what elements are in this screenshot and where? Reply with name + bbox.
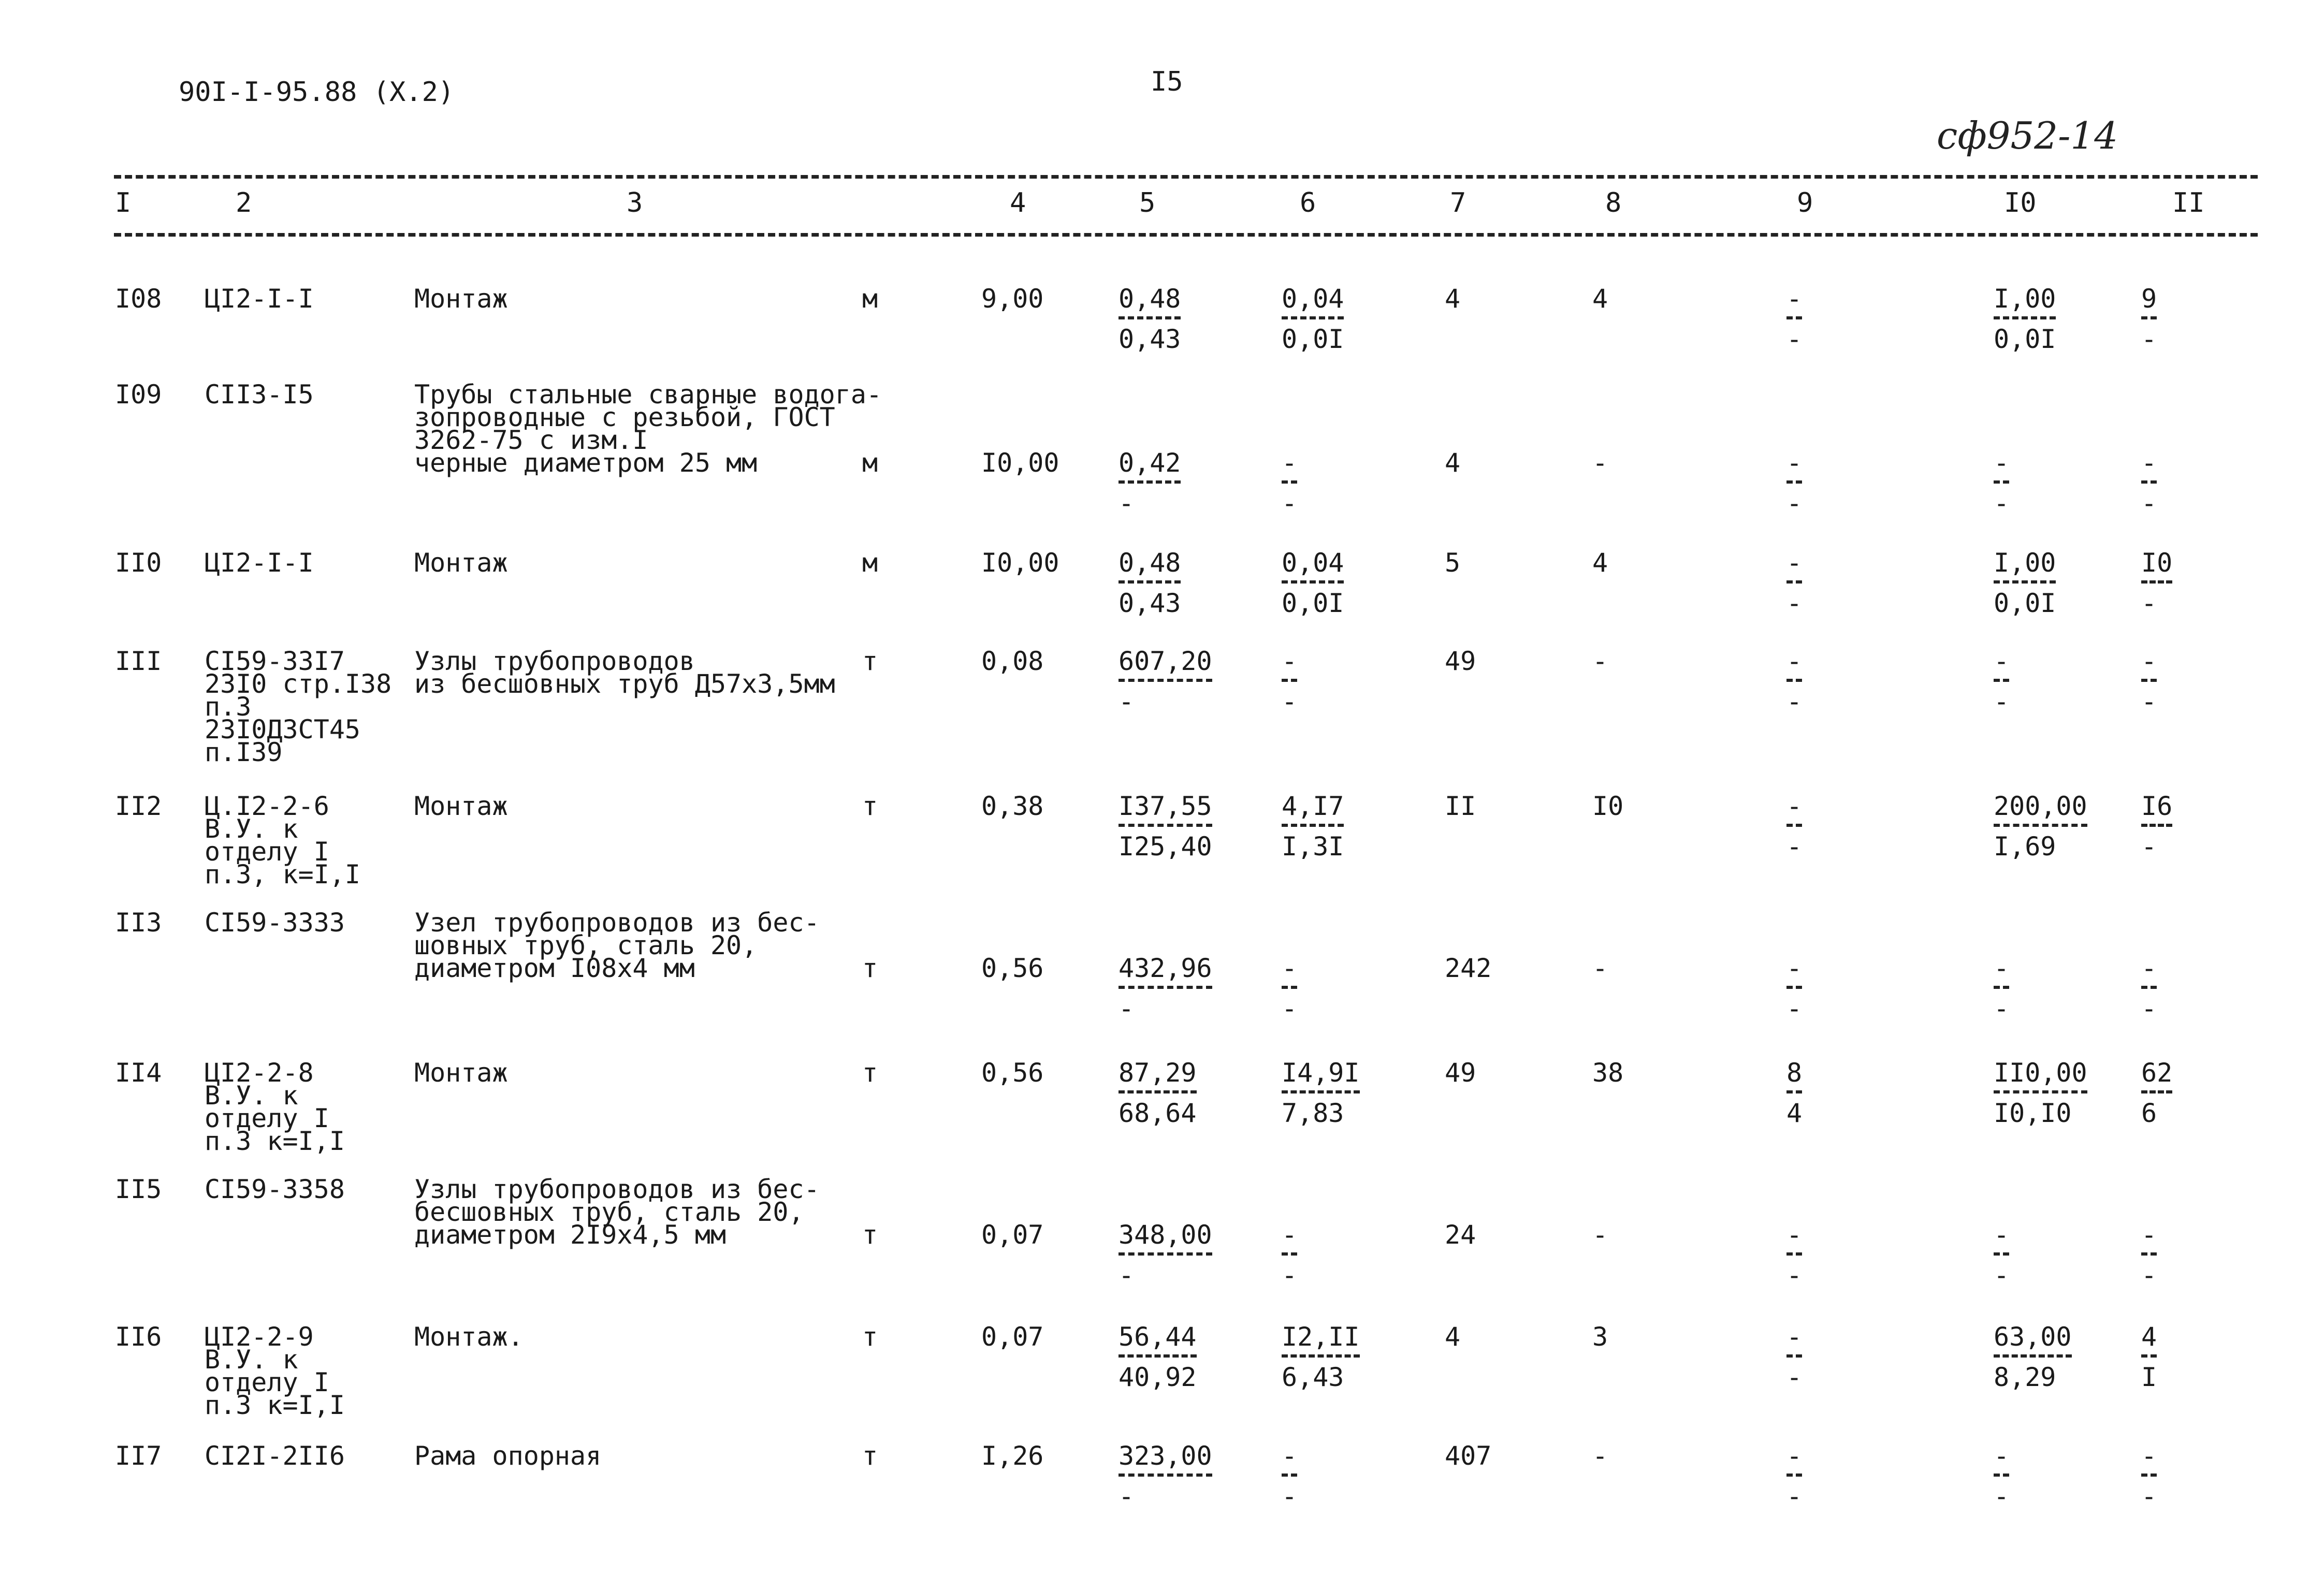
col-8-value: 38: [1592, 1058, 1624, 1088]
column-number: I: [115, 187, 132, 218]
unit: м: [862, 284, 878, 314]
unit: т: [862, 1220, 878, 1250]
column-number: 8: [1605, 187, 1622, 218]
col-9-value-fraction-bar: [1786, 824, 1802, 827]
col-11-value-numerator: I0: [2141, 548, 2173, 578]
quantity: 0,08: [981, 646, 1044, 676]
col-9-value-fraction-bar: [1786, 1090, 1802, 1093]
col-11-value-fraction-bar: [2141, 1090, 2172, 1093]
col-10-value-fraction-bar: [1994, 1252, 2009, 1256]
cost-col-5-denominator: 0,43: [1119, 588, 1181, 618]
col-10-value: [1994, 647, 2009, 716]
cost-col-5-numerator: I37,55: [1119, 791, 1212, 821]
col-11-value-fraction-bar: [2141, 1474, 2157, 1477]
col-9-value-numerator: -: [1786, 548, 1803, 578]
cost-col-5-numerator: 323,00: [1119, 1441, 1212, 1471]
cost-col-5-denominator: -: [1119, 488, 1135, 518]
unit: м: [862, 548, 878, 578]
col-9-value-numerator: -: [1786, 1220, 1803, 1250]
col-7-value: 24: [1445, 1220, 1476, 1250]
cost-col-5-denominator: 68,64: [1119, 1098, 1197, 1128]
col-11-value: [2141, 1220, 2157, 1290]
cost-col-5: [1119, 284, 1181, 354]
col-11-value-fraction-bar: [2141, 1252, 2157, 1256]
col-7-value: 49: [1445, 1058, 1476, 1088]
unit: т: [862, 791, 878, 821]
col-8-value: -: [1592, 953, 1608, 983]
col-8-value: 4: [1592, 548, 1608, 578]
cost-col-5-fraction-bar: [1119, 480, 1181, 484]
cost-col-6-numerator: 0,04: [1282, 284, 1344, 314]
col-11-value-numerator: 9: [2141, 284, 2157, 314]
col-10-value-denominator: I0,I0: [1994, 1098, 2072, 1128]
col-10-value-fraction-bar: [1994, 1090, 2087, 1093]
column-number: 9: [1797, 187, 1813, 218]
col-10-value: [1994, 1220, 2009, 1290]
col-10-value: [1994, 1322, 2072, 1392]
column-number: 7: [1450, 187, 1466, 218]
cost-col-6: [1282, 1220, 1297, 1290]
cost-col-6-fraction-bar: [1282, 580, 1344, 584]
cost-col-6: [1282, 1058, 1360, 1128]
cost-col-5: [1119, 1058, 1197, 1128]
cost-col-6-denominator: -: [1282, 488, 1298, 518]
row-number: II6: [115, 1322, 162, 1352]
col-10-value-fraction-bar: [1994, 1354, 2072, 1358]
col-10-value-numerator: -: [1994, 1441, 2010, 1471]
header-rule-bottom: [114, 233, 2258, 237]
cost-col-6-fraction-bar: [1282, 316, 1344, 319]
cost-col-6-numerator: -: [1282, 953, 1298, 983]
unit: м: [862, 448, 878, 478]
cost-col-6: [1282, 1322, 1360, 1392]
cost-col-5-numerator: 607,20: [1119, 646, 1212, 676]
cost-col-5-denominator: 40,92: [1119, 1362, 1197, 1392]
cost-col-5-denominator: -: [1119, 994, 1135, 1024]
work-description: Монтаж: [414, 548, 508, 578]
col-11-value-numerator: -: [2141, 1441, 2157, 1471]
cost-col-6-numerator: -: [1282, 646, 1298, 676]
col-10-value-numerator: -: [1994, 953, 2010, 983]
col-9-value-numerator: -: [1786, 1441, 1803, 1471]
col-7-value: 4: [1445, 448, 1461, 478]
col-10-value: [1994, 284, 2056, 354]
col-10-value: [1994, 1058, 2087, 1128]
column-number: 4: [1010, 187, 1026, 218]
col-11-value: [2141, 1441, 2157, 1511]
col-10-value-numerator: I,00: [1994, 284, 2056, 314]
col-11-value: [2141, 548, 2172, 618]
work-description: Рама опорная: [414, 1441, 602, 1471]
cost-col-5: [1119, 1220, 1212, 1290]
cost-col-6-fraction-bar: [1282, 986, 1297, 989]
cost-col-6: [1282, 448, 1297, 518]
column-number: I0: [2004, 187, 2037, 218]
unit: т: [862, 1322, 878, 1352]
col-10-value-fraction-bar: [1994, 1474, 2009, 1477]
col-8-value: -: [1592, 1441, 1608, 1471]
unit: т: [862, 646, 878, 676]
col-9-value-fraction-bar: [1786, 480, 1802, 484]
col-7-value: 4: [1445, 284, 1461, 314]
col-11-value-denominator: -: [2141, 832, 2157, 862]
row-number: II5: [115, 1174, 162, 1204]
rate-code: СI2I-2II6: [205, 1441, 345, 1471]
col-10-value-numerator: I,00: [1994, 548, 2056, 578]
col-9-value: [1786, 792, 1802, 861]
work-description: Узлы трубопроводов из бесшовных труб Д57х3,5мм: [414, 646, 835, 699]
cost-col-5-fraction-bar: [1119, 986, 1212, 989]
col-10-value-fraction-bar: [1994, 316, 2056, 319]
quantity: 9,00: [981, 284, 1044, 314]
cost-col-6-fraction-bar: [1282, 1354, 1360, 1358]
col-11-value-fraction-bar: [2141, 316, 2157, 319]
col-10-value-numerator: 200,00: [1994, 791, 2087, 821]
col-8-value: -: [1592, 646, 1608, 676]
column-number: 6: [1300, 187, 1316, 218]
col-11-value-fraction-bar: [2141, 986, 2157, 989]
col-11-value-fraction-bar: [2141, 679, 2157, 682]
unit: т: [862, 1058, 878, 1088]
col-9-value-denominator: -: [1786, 488, 1803, 518]
col-10-value: [1994, 1441, 2009, 1511]
cost-col-6-denominator: 7,83: [1282, 1098, 1344, 1128]
col-10-value-fraction-bar: [1994, 986, 2009, 989]
col-8-value: 4: [1592, 284, 1608, 314]
row-number: II3: [115, 908, 162, 938]
col-10-value-numerator: 63,00: [1994, 1322, 2072, 1352]
col-10-value-numerator: -: [1994, 448, 2010, 478]
col-9-value: [1786, 647, 1802, 716]
cost-col-6-fraction-bar: [1282, 1090, 1360, 1093]
row-number: II4: [115, 1058, 162, 1088]
col-11-value-fraction-bar: [2141, 1354, 2157, 1358]
cost-col-5-fraction-bar: [1119, 1090, 1197, 1093]
cost-col-5: [1119, 647, 1212, 716]
col-11-value-numerator: -: [2141, 646, 2157, 676]
col-9-value-numerator: -: [1786, 953, 1803, 983]
work-description: Монтаж: [414, 284, 508, 314]
cost-col-5-fraction-bar: [1119, 316, 1181, 319]
cost-col-6-fraction-bar: [1282, 824, 1344, 827]
col-11-value-fraction-bar: [2141, 580, 2172, 584]
cost-col-6-numerator: I2,II: [1282, 1322, 1360, 1352]
col-11-value-denominator: -: [2141, 588, 2157, 618]
col-10-value-denominator: I,69: [1994, 832, 2056, 862]
col-10-value-denominator: 0,0I: [1994, 588, 2056, 618]
cost-col-6: [1282, 647, 1297, 716]
col-11-value-numerator: -: [2141, 953, 2157, 983]
row-number: II2: [115, 791, 162, 821]
col-10-value: [1994, 792, 2087, 861]
cost-col-5-fraction-bar: [1119, 1474, 1212, 1477]
col-10-value-numerator: -: [1994, 1220, 2010, 1250]
work-description: Монтаж: [414, 791, 508, 821]
cost-col-5-fraction-bar: [1119, 824, 1212, 827]
col-9-value-denominator: -: [1786, 832, 1803, 862]
quantity: 0,07: [981, 1322, 1044, 1352]
unit: т: [862, 953, 878, 983]
col-11-value: [2141, 954, 2157, 1023]
col-9-value-fraction-bar: [1786, 986, 1802, 989]
cost-col-6: [1282, 954, 1297, 1023]
col-9-value-numerator: 8: [1786, 1058, 1803, 1088]
col-11-value-denominator: -: [2141, 488, 2157, 518]
col-9-value: [1786, 1220, 1802, 1290]
row-number: III: [115, 646, 162, 676]
header-rule-top: [114, 175, 2258, 179]
cost-col-5-numerator: 0,42: [1119, 448, 1181, 478]
col-9-value: [1786, 1441, 1802, 1511]
cost-col-6-denominator: -: [1282, 1481, 1298, 1511]
row-number: I09: [115, 380, 162, 410]
cost-col-6-numerator: -: [1282, 448, 1298, 478]
col-10-value-numerator: II0,00: [1994, 1058, 2087, 1088]
col-10-value: [1994, 954, 2009, 1023]
cost-col-5-denominator: -: [1119, 1260, 1135, 1290]
cost-col-5-numerator: 432,96: [1119, 953, 1212, 983]
col-10-value-denominator: 8,29: [1994, 1362, 2056, 1392]
col-9-value-denominator: -: [1786, 1260, 1803, 1290]
rate-code: СI59-3358: [205, 1174, 345, 1204]
col-10-value-denominator: 0,0I: [1994, 324, 2056, 354]
col-11-value-numerator: -: [2141, 1220, 2157, 1250]
col-10-value-fraction-bar: [1994, 480, 2009, 484]
rate-code: ЦI2-I-I: [205, 548, 314, 578]
cost-col-5-numerator: 0,48: [1119, 548, 1181, 578]
quantity: 0,56: [981, 953, 1044, 983]
rate-code: ЦI2-2-8 В.У. к отделу I п.3 к=I,I: [205, 1058, 345, 1156]
col-11-value-denominator: -: [2141, 324, 2157, 354]
cost-col-5-fraction-bar: [1119, 1252, 1212, 1256]
col-11-value-denominator: -: [2141, 1260, 2157, 1290]
quantity: I0,00: [981, 548, 1059, 578]
page-number: I5: [1151, 66, 1183, 97]
col-9-value-fraction-bar: [1786, 316, 1802, 319]
quantity: 0,38: [981, 791, 1044, 821]
cost-col-6: [1282, 792, 1344, 861]
col-9-value-denominator: -: [1786, 994, 1803, 1024]
col-9-value-denominator: -: [1786, 588, 1803, 618]
cost-col-5-fraction-bar: [1119, 580, 1181, 584]
col-10-value-denominator: -: [1994, 1481, 2010, 1511]
quantity: I,26: [981, 1441, 1044, 1471]
row-number: II7: [115, 1441, 162, 1471]
column-number: 3: [627, 187, 643, 218]
cost-col-5: [1119, 548, 1181, 618]
cost-col-6-numerator: -: [1282, 1220, 1298, 1250]
cost-col-6-denominator: 6,43: [1282, 1362, 1344, 1392]
col-9-value-numerator: -: [1786, 284, 1803, 314]
col-9-value: [1786, 1058, 1802, 1128]
col-9-value-denominator: -: [1786, 324, 1803, 354]
col-10-value-numerator: -: [1994, 646, 2010, 676]
col-9-value-numerator: -: [1786, 646, 1803, 676]
col-9-value-denominator: -: [1786, 1481, 1803, 1511]
cost-col-6: [1282, 284, 1344, 354]
col-9-value-numerator: -: [1786, 1322, 1803, 1352]
col-9-value: [1786, 1322, 1802, 1392]
column-number: II: [2172, 187, 2205, 218]
cost-col-5-denominator: 0,43: [1119, 324, 1181, 354]
cost-col-5-fraction-bar: [1119, 1354, 1197, 1358]
col-10-value-fraction-bar: [1994, 580, 2056, 584]
cost-col-5: [1119, 448, 1181, 518]
handwritten-note: сф952-14: [1937, 114, 2118, 157]
quantity: 0,07: [981, 1220, 1044, 1250]
col-11-value: [2141, 284, 2157, 354]
cost-col-6-fraction-bar: [1282, 480, 1297, 484]
col-11-value-fraction-bar: [2141, 824, 2172, 827]
cost-col-6-denominator: -: [1282, 687, 1298, 717]
col-7-value: 4: [1445, 1322, 1461, 1352]
rate-code: СII3-I5: [205, 380, 314, 410]
rate-code: Ц.I2-2-6 В.У. к отделу I п.3, к=I,I: [205, 791, 361, 889]
rate-code: ЦI2-2-9 В.У. к отделу I п.3 к=I,I: [205, 1322, 345, 1420]
col-11-value-fraction-bar: [2141, 480, 2157, 484]
quantity: I0,00: [981, 448, 1059, 478]
col-9-value-fraction-bar: [1786, 580, 1802, 584]
col-10-value-denominator: -: [1994, 1260, 2010, 1290]
col-9-value-fraction-bar: [1786, 1252, 1802, 1256]
col-10-value-fraction-bar: [1994, 679, 2009, 682]
cost-col-5-denominator: I25,40: [1119, 832, 1212, 862]
col-9-value: [1786, 284, 1802, 354]
col-9-value-denominator: 4: [1786, 1098, 1803, 1128]
col-11-value: [2141, 448, 2157, 518]
col-7-value: 5: [1445, 548, 1461, 578]
col-8-value: -: [1592, 448, 1608, 478]
rate-code: СI59-33I7 23I0 стр.I38 п.3 23I0ДЗСТ45 п.I39: [205, 646, 392, 767]
col-10-value-denominator: -: [1994, 488, 2010, 518]
col-7-value: 242: [1445, 953, 1492, 983]
col-7-value: 49: [1445, 646, 1476, 676]
col-9-value-fraction-bar: [1786, 679, 1802, 682]
col-11-value-numerator: 62: [2141, 1058, 2173, 1088]
col-10-value: [1994, 448, 2009, 518]
cost-col-6: [1282, 1441, 1297, 1511]
col-10-value-fraction-bar: [1994, 824, 2087, 827]
col-10-value-denominator: -: [1994, 994, 2010, 1024]
col-11-value-denominator: -: [2141, 687, 2157, 717]
cost-col-6: [1282, 548, 1344, 618]
col-10-value-denominator: -: [1994, 687, 2010, 717]
column-number: 5: [1139, 187, 1156, 218]
cost-col-6-denominator: 0,0I: [1282, 324, 1344, 354]
cost-col-6-fraction-bar: [1282, 1474, 1297, 1477]
work-description: Узел трубопроводов из бес- шовных труб, сталь 20, диаметром I08х4 мм: [414, 908, 820, 983]
cost-col-5-fraction-bar: [1119, 679, 1212, 682]
col-11-value: [2141, 1322, 2157, 1392]
col-11-value-numerator: -: [2141, 448, 2157, 478]
col-11-value: [2141, 792, 2172, 861]
cost-col-5-numerator: 87,29: [1119, 1058, 1197, 1088]
cost-col-5-denominator: -: [1119, 687, 1135, 717]
col-7-value: 407: [1445, 1441, 1492, 1471]
col-11-value: [2141, 1058, 2172, 1128]
cost-col-5: [1119, 1322, 1197, 1392]
col-7-value: II: [1445, 791, 1476, 821]
row-number: I08: [115, 284, 162, 314]
work-description: Монтаж: [414, 1058, 508, 1088]
cost-col-5: [1119, 954, 1212, 1023]
col-8-value: I0: [1592, 791, 1624, 821]
col-11-value-numerator: 4: [2141, 1322, 2157, 1352]
col-11-value-numerator: I6: [2141, 791, 2173, 821]
cost-col-5-denominator: -: [1119, 1481, 1135, 1511]
col-8-value: -: [1592, 1220, 1608, 1250]
work-description: Трубы стальные сварные водога- зопроводные с резьбой, ГОСТ 3262-75 с изм.I черные диаметром 25 мм: [414, 380, 882, 478]
col-9-value-numerator: -: [1786, 448, 1803, 478]
col-9-value: [1786, 448, 1802, 518]
cost-col-6-denominator: -: [1282, 994, 1298, 1024]
cost-col-5: [1119, 1441, 1212, 1511]
unit: т: [862, 1441, 878, 1471]
row-number: II0: [115, 548, 162, 578]
cost-col-6-denominator: -: [1282, 1260, 1298, 1290]
cost-col-6-fraction-bar: [1282, 1252, 1297, 1256]
cost-col-5-numerator: 56,44: [1119, 1322, 1197, 1352]
col-11-value-denominator: -: [2141, 994, 2157, 1024]
cost-col-5-numerator: 0,48: [1119, 284, 1181, 314]
cost-col-6-numerator: -: [1282, 1441, 1298, 1471]
col-10-value: [1994, 548, 2056, 618]
col-11-value: [2141, 647, 2157, 716]
cost-col-6-numerator: I4,9I: [1282, 1058, 1360, 1088]
col-8-value: 3: [1592, 1322, 1608, 1352]
col-9-value: [1786, 954, 1802, 1023]
col-9-value-fraction-bar: [1786, 1354, 1802, 1358]
cost-col-5: [1119, 792, 1212, 861]
rate-code: ЦI2-I-I: [205, 284, 314, 314]
column-number: 2: [236, 187, 252, 218]
col-11-value-denominator: -: [2141, 1481, 2157, 1511]
document-code: 90I-I-95.88 (X.2): [179, 77, 455, 108]
work-description: Узлы трубопроводов из бес- бесшовных труб, сталь 20, диаметром 2I9х4,5 мм: [414, 1174, 820, 1250]
cost-col-5-numerator: 348,00: [1119, 1220, 1212, 1250]
col-11-value-denominator: I: [2141, 1362, 2157, 1392]
col-9-value-denominator: -: [1786, 1362, 1803, 1392]
cost-col-6-fraction-bar: [1282, 679, 1297, 682]
col-9-value-fraction-bar: [1786, 1474, 1802, 1477]
col-11-value-denominator: 6: [2141, 1098, 2157, 1128]
quantity: 0,56: [981, 1058, 1044, 1088]
cost-col-6-denominator: 0,0I: [1282, 588, 1344, 618]
work-description: Монтаж.: [414, 1322, 524, 1352]
col-9-value: [1786, 548, 1802, 618]
cost-col-6-numerator: 4,I7: [1282, 791, 1344, 821]
col-9-value-numerator: -: [1786, 791, 1803, 821]
col-9-value-denominator: -: [1786, 687, 1803, 717]
cost-col-6-denominator: I,3I: [1282, 832, 1344, 862]
cost-col-6-numerator: 0,04: [1282, 548, 1344, 578]
rate-code: СI59-3333: [205, 908, 345, 938]
